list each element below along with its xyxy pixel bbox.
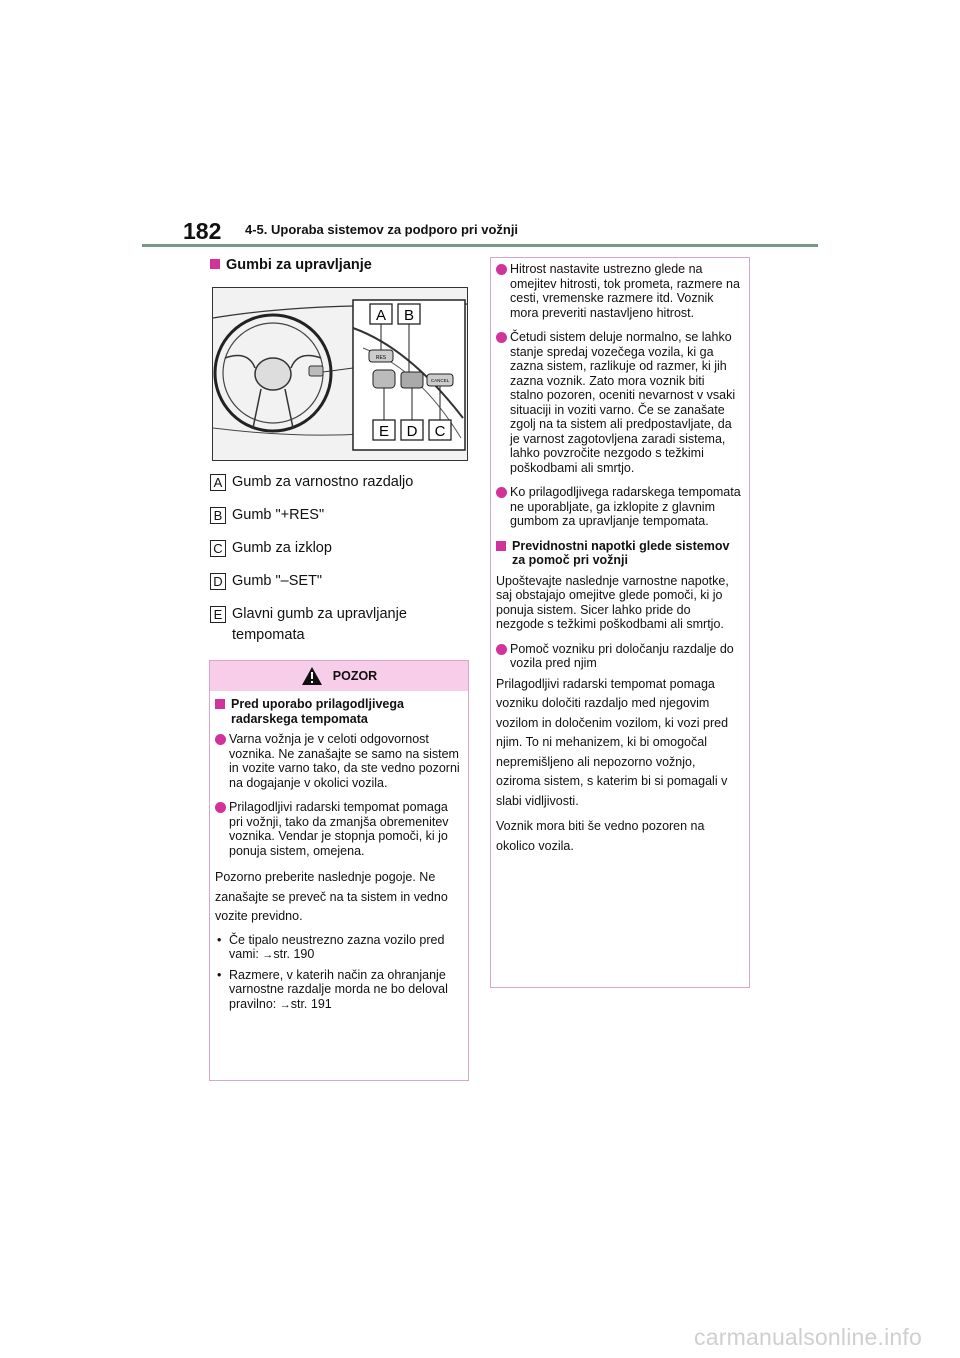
- list-item: [215, 732, 460, 790]
- legend-tag: B: [210, 507, 226, 524]
- section-title-text: Gumbi za upravljanje: [226, 257, 372, 273]
- arrow-icon: →: [279, 998, 291, 1011]
- square-bullet-icon: [496, 541, 506, 551]
- arrow-icon: →: [262, 949, 274, 961]
- list-item: [496, 262, 741, 320]
- precautions-subhead-text: Previdnostni napotki glede sistemov za pomoč pri vožnji: [512, 538, 730, 567]
- bullet-text: Četudi sistem deluje normalno, se lahko stanje spredaj vozečega vozila, ki ga zazna sistem, razlikuje od razmer, ki jih zazna voznik. Zato mora voznik biti stalno pozoren, oceniti nevarnost v vsaki situaciji in voziti varno. Če se zanašate zgolj na ta sistem ali predpostavljate, da je varnost zagotovljena zaradi sistema, lahko povzročite nezgodo s težkimi poškodbami ali smrtjo.: [510, 330, 736, 475]
- legend-text: Gumb za izklop: [232, 540, 332, 556]
- legend-text: Gumb "+RES": [232, 507, 325, 523]
- bullet-text: Varna vožnja je v celoti odgovornost voznika. Ne zanašajte se samo na sistem in vozite varno tako, da ste vedno pozorni na dogajanje v okolici vozila.: [229, 732, 460, 790]
- callout-d: D: [406, 423, 418, 440]
- legend-tag: C: [210, 540, 226, 557]
- steering-wheel-drawing: [213, 288, 468, 461]
- callout-c: C: [434, 423, 446, 440]
- bullet-glyph: •: [217, 967, 222, 982]
- callout-a: A: [375, 307, 387, 324]
- round-bullet-icon: [496, 264, 507, 275]
- precautions-paragraph: Upoštevajte naslednje varnostne napotke, saj obstajajo omejitve glede pomoči, ki jo ponuja sistem. Sicer lahko pride do nezgode s težkimi poškodbami ali smrtjo.: [496, 573, 729, 631]
- closing-paragraph: Voznik mora biti še vedno pozoren na okolico vozila.: [496, 819, 705, 853]
- page-reference[interactable]: str. 190: [273, 947, 315, 961]
- steering-wheel-illustration: [212, 287, 468, 461]
- round-bullet-icon: [496, 487, 507, 498]
- list-item: [215, 933, 460, 963]
- button-label-cancel: CANCEL: [430, 378, 450, 383]
- round-bullet-icon: [496, 644, 507, 655]
- callout-e: E: [378, 423, 390, 440]
- list-item: [496, 485, 741, 529]
- warning-subhead-text: Pred uporabo prilagodljivega radarskega tempomata: [231, 697, 404, 726]
- list-item: [215, 800, 460, 858]
- legend-text: [232, 604, 470, 646]
- legend-tag: A: [210, 474, 226, 491]
- legend-tag: E: [210, 606, 226, 623]
- watermark: carmanualsonline.info: [694, 1324, 922, 1350]
- item-text: Če tipalo neustrezno zazna vozilo pred vami:: [229, 932, 445, 961]
- item-text: Razmere, v katerih način za ohranjanje varnostne razdalje morda ne bo deloval pravilno:: [229, 967, 448, 1011]
- warning-continuation-box: [490, 257, 750, 988]
- button-label-res: RES: [375, 355, 387, 361]
- bullet-text: Prilagodljivi radarski tempomat pomaga pri vožnji, tako da zmanjša obremenitev voznika. Vendar je stopnja pomoči, ki jo ponuja sistem, omejena.: [229, 800, 449, 858]
- legend-tag: D: [210, 573, 226, 590]
- section-title: [210, 257, 372, 273]
- list-item: [215, 968, 460, 1013]
- legend-item-d: [210, 571, 470, 592]
- page-reference[interactable]: str. 191: [290, 996, 332, 1011]
- chapter-title: 4-5. Uporaba sistemov za podporo pri vožnji: [245, 222, 519, 237]
- legend-text-line1: Glavni gumb za upravljanje: [232, 606, 407, 622]
- legend-text: Gumb "–SET": [232, 573, 323, 589]
- bullet-text: Pomoč vozniku pri določanju razdalje do vozila pred njim: [510, 641, 734, 670]
- bullet-text: Ko prilagodljivega radarskega tempomata ne uporabljate, ga izklopite z glavnim gumbom za upravljanje tempomata.: [510, 485, 741, 528]
- callout-b: B: [403, 307, 415, 324]
- list-item: [496, 642, 741, 671]
- legend-text-line2: tempomata: [232, 627, 305, 643]
- page-number: 182: [183, 218, 222, 244]
- legend-item-b: [210, 505, 470, 526]
- warning-box: [209, 660, 469, 1081]
- legend-item-c: [210, 538, 470, 559]
- round-bullet-icon: [496, 332, 507, 343]
- legend-item-e: [210, 604, 470, 646]
- square-bullet-icon: [210, 259, 220, 269]
- warning-subhead: [215, 697, 460, 726]
- warning-header: [210, 661, 468, 691]
- distance-paragraph: Prilagodljivi radarski tempomat pomaga vozniku določiti razdaljo med njegovim vozilom in določenim vozilom, ki vozi pred njim. To ni mehanizem, ki bi omogočal nepremišljeno ali nepozorno vožnjo, oziroma sistem, s katerim bi si pomagali v slabi vidljivosti.: [496, 676, 729, 808]
- round-bullet-icon: [215, 734, 226, 745]
- warning-label: POZOR: [332, 669, 378, 683]
- legend-text: Gumb za varnostno razdaljo: [232, 474, 414, 490]
- button-legend: [210, 472, 470, 658]
- bullet-text: Hitrost nastavite ustrezno glede na omejitev hitrosti, tok prometa, razmere na cesti, vremenske razmere itd. Voznik mora preveriti nastavljeno hitrost.: [510, 262, 740, 320]
- round-bullet-icon: [215, 802, 226, 813]
- legend-item-a: [210, 472, 470, 493]
- list-item: [496, 330, 741, 475]
- square-bullet-icon: [215, 699, 225, 709]
- precautions-subhead: [496, 539, 741, 568]
- warning-paragraph: Pozorno preberite naslednje pogoje. Ne zanašajte se preveč na ta sistem in vedno vozite previdno.: [215, 870, 448, 923]
- warning-triangle-icon: [301, 666, 323, 686]
- bullet-glyph: •: [217, 932, 222, 947]
- header-rule: [142, 244, 818, 247]
